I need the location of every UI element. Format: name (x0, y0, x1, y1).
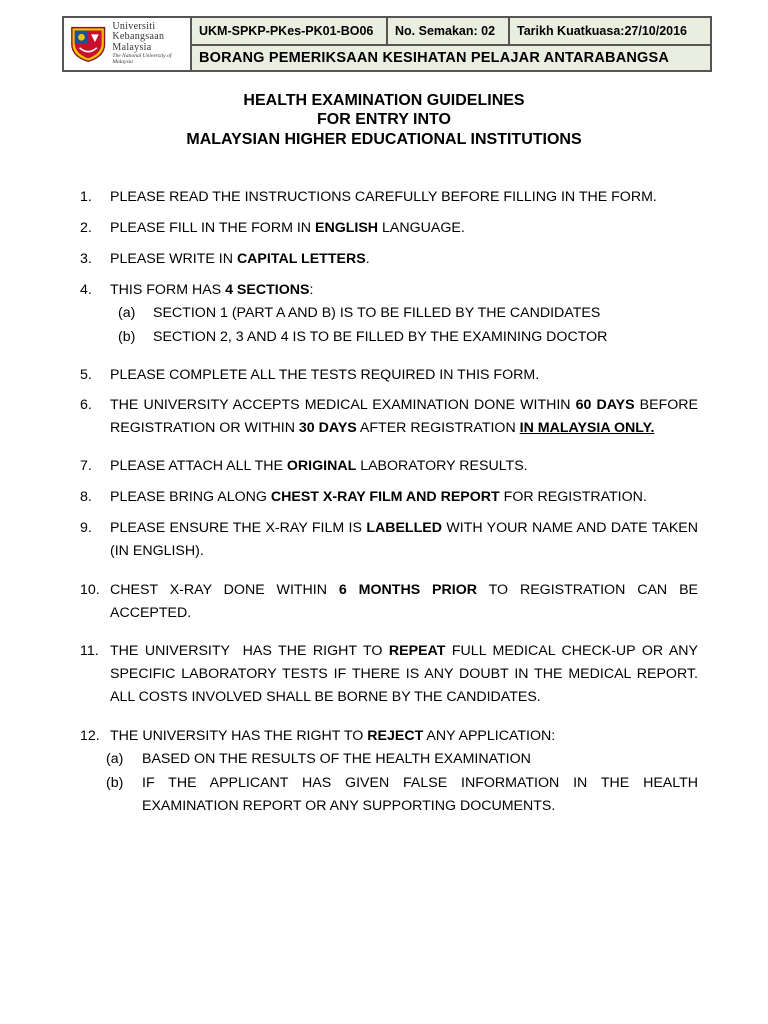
item-text: PLEASE WRITE IN CAPITAL LETTERS. (110, 251, 370, 267)
list-item-11 (80, 640, 702, 709)
item-number: 5. (80, 367, 92, 383)
university-logo (64, 18, 192, 70)
sub-item-a (106, 748, 698, 771)
list-item-10 (80, 579, 698, 625)
sub-item-text: BASED ON THE RESULTS OF THE HEALTH EXAMINATION (142, 751, 531, 767)
item-number: 6. (80, 397, 92, 413)
item-number: 4. (80, 282, 92, 298)
list-item-1 (80, 186, 698, 209)
sub-item-label: (b) (118, 329, 136, 345)
item-text: PLEASE ATTACH ALL THE ORIGINAL LABORATORY RESULTS. (110, 458, 528, 474)
sub-item-text: SECTION 1 (PART A AND B) IS TO BE FILLED BY THE CANDIDATES (153, 305, 601, 321)
list-item-5 (80, 364, 698, 387)
effective-date: Tarikh Kuatkuasa:27/10/2016 (517, 24, 688, 38)
item-text: PLEASE ENSURE THE X-RAY FILM IS LABELLED WITH YOUR NAME AND DATE TAKEN (IN ENGLISH). (110, 520, 698, 559)
item-number: 2. (80, 220, 92, 236)
item-number: 10. (80, 582, 100, 598)
list-item-12 (80, 725, 698, 814)
item-number: 7. (80, 458, 92, 474)
sub-item-b (106, 772, 698, 818)
page-title-line-1: HEALTH EXAMINATION GUIDELINES (243, 92, 525, 109)
list-item-9 (80, 517, 698, 563)
logo-line-2: Kebangsaan (112, 31, 165, 43)
list-item-8 (80, 486, 698, 509)
sub-item-b (110, 326, 698, 349)
list-item-2 (80, 217, 698, 240)
item-number: 3. (80, 251, 92, 267)
list-item-4 (80, 279, 698, 345)
item-number: 1. (80, 189, 92, 205)
revision-number: No. Semakan: 02 (388, 18, 510, 44)
list-item-6 (80, 394, 698, 440)
logo-line-3: Malaysia (112, 41, 152, 53)
item-text: PLEASE FILL IN THE FORM IN ENGLISH LANGUAGE. (110, 220, 465, 236)
item-text: THIS FORM HAS 4 SECTIONS: (110, 282, 314, 298)
item-text: PLEASE COMPLETE ALL THE TESTS REQUIRED IN THIS FORM. (110, 367, 540, 383)
item-text: THE UNIVERSITY ACCEPTS MEDICAL EXAMINATION DONE WITHIN 60 DAYS BEFORE REGISTRATION OR WITHIN 30 DAYS AFTER REGISTRATION IN MALAYSIA ONLY. (110, 397, 698, 436)
university-crest-icon (68, 24, 108, 64)
item-number: 8. (80, 489, 92, 505)
form-code: UKM-SPKP-PKes-PK01-BO06 (192, 18, 388, 44)
list-item-7 (80, 455, 698, 478)
sub-item-text: SECTION 2, 3 AND 4 IS TO BE FILLED BY THE EXAMINING DOCTOR (153, 329, 608, 345)
item-text: CHEST X-RAY DONE WITHIN 6 MONTHS PRIOR TO REGISTRATION CAN BE ACCEPTED. (110, 582, 698, 621)
page-title-line-3: MALAYSIAN HIGHER EDUCATIONAL INSTITUTIONS (186, 131, 582, 148)
sub-item-a (110, 302, 698, 325)
form-header (62, 16, 712, 72)
item-number: 11. (80, 643, 99, 659)
sub-item-label: (b) (106, 775, 124, 791)
sub-item-text: IF THE APPLICANT HAS GIVEN FALSE INFORMATION IN THE HEALTH EXAMINATION REPORT OR ANY SUPPORTING DOCUMENTS. (142, 775, 698, 814)
item-text: PLEASE READ THE INSTRUCTIONS CAREFULLY BEFORE FILLING IN THE FORM. (110, 189, 657, 205)
item-text: PLEASE BRING ALONG CHEST X-RAY FILM AND REPORT FOR REGISTRATION. (110, 489, 647, 505)
item-number: 9. (80, 520, 92, 536)
form-title: BORANG PEMERIKSAAN KESIHATAN PELAJAR ANTARABANGSA (199, 50, 670, 66)
logo-line-1: Universiti (112, 20, 156, 32)
sub-item-label: (a) (106, 751, 124, 767)
item-text: THE UNIVERSITY HAS THE RIGHT TO REJECT ANY APPLICATION: (110, 728, 556, 744)
item-number: 12. (80, 728, 100, 744)
university-name (112, 22, 190, 66)
list-item-3 (80, 248, 698, 271)
logo-line-4: The National University of Malaysia (112, 53, 172, 66)
page-title-line-2: FOR ENTRY INTO (317, 111, 451, 128)
sub-item-label: (a) (118, 305, 136, 321)
item-text: THE UNIVERSITY HAS THE RIGHT TO REPEAT FULL MEDICAL CHECK-UP OR ANY SPECIFIC LABORATORY TESTS IF THERE IS ANY DOUBT IN THE MEDICAL REPORT. ALL COSTS INVOLVED SHALL BE BORNE BY THE CANDIDATES. (110, 643, 702, 705)
